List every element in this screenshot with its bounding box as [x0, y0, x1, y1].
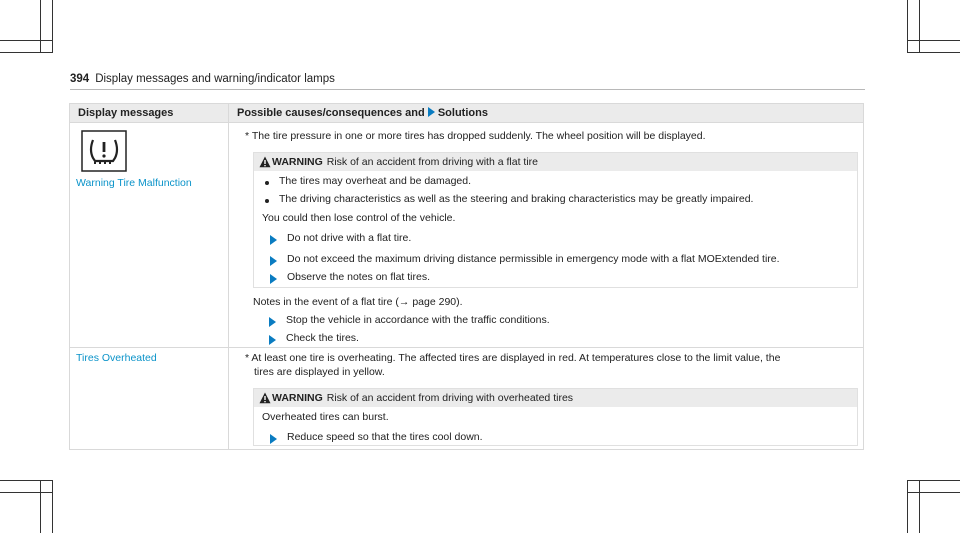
- warning-box-overheated: [253, 388, 858, 446]
- row-divider: [70, 347, 863, 348]
- blue-arrow-icon: [270, 256, 277, 266]
- warning-bullet-1: The tires may overheat and be damaged.: [279, 175, 472, 187]
- crop-mark: [907, 52, 960, 53]
- blue-arrow-icon: [270, 274, 277, 284]
- warning-step-2: Do not exceed the maximum driving distance permissible in emergency mode with a flat MOExtended tire.: [287, 253, 780, 265]
- column-header-messages: Display messages: [70, 104, 228, 122]
- crop-mark: [0, 52, 53, 53]
- row2-intro-1: * At least one tire is overheating. The affected tires are displayed in red. At temperatures close to the limit value, the: [245, 352, 781, 364]
- crop-mark: [907, 0, 908, 53]
- message-warning-tire-malfunction: Warning Tire Malfunction: [76, 177, 192, 189]
- crop-mark: [0, 492, 53, 493]
- warning-step-1: Reduce speed so that the tires cool down.: [287, 431, 483, 443]
- row1-notes: Notes in the event of a flat tire (→ page 290).: [253, 296, 463, 308]
- crop-mark: [907, 492, 960, 493]
- blue-arrow-icon: [269, 317, 276, 327]
- column-header-causes: Possible causes/consequences and Solutions: [229, 104, 863, 122]
- page-number: 394: [70, 73, 90, 85]
- crop-mark: [907, 480, 908, 533]
- page-header-title: Display messages and warning/indicator lamps: [95, 73, 335, 85]
- crop-mark: [919, 480, 920, 533]
- bullet: [265, 199, 269, 203]
- warning-text: Risk of an accident from driving with a flat tire: [326, 156, 539, 168]
- warning-bullet-2: The driving characteristics as well as the steering and braking characteristics may be greatly impaired.: [279, 193, 754, 205]
- warning-triangle-icon: [259, 156, 271, 168]
- crop-mark: [52, 0, 53, 53]
- warning-step-1: Do not drive with a flat tire.: [287, 232, 412, 244]
- warning-label: WARNING: [272, 392, 323, 404]
- crop-mark: [919, 0, 920, 53]
- row1-intro: * The tire pressure in one or more tires has dropped suddenly. The wheel position will be displayed.: [245, 130, 706, 142]
- row2-intro-2: tires are displayed in yellow.: [254, 366, 385, 378]
- blue-arrow-icon: [270, 434, 277, 444]
- crop-mark: [40, 0, 41, 53]
- messages-table: [69, 103, 864, 450]
- warning-text: Risk of an accident from driving with overheated tires: [326, 392, 574, 404]
- message-tires-overheated: Tires Overheated: [76, 352, 157, 364]
- header-row-divider: [70, 122, 863, 123]
- tire-pressure-warning-icon: [81, 130, 127, 172]
- row1-step-2: Check the tires.: [286, 332, 359, 344]
- column-divider: [228, 104, 229, 449]
- crop-mark: [40, 480, 41, 533]
- crop-mark: [0, 40, 53, 41]
- header-divider: [70, 89, 865, 90]
- page-header: [70, 73, 335, 85]
- bullet: [265, 181, 269, 185]
- blue-arrow-icon: [270, 235, 277, 245]
- crop-mark: [52, 480, 53, 533]
- crop-mark: [0, 480, 53, 481]
- warning-note: You could then lose control of the vehicle.: [262, 212, 456, 224]
- crop-mark: [907, 40, 960, 41]
- row1-step-1: Stop the vehicle in accordance with the traffic conditions.: [286, 314, 550, 326]
- blue-arrow-icon: [269, 335, 276, 345]
- warning-triangle-icon: [259, 392, 271, 404]
- warning-box-flat-tire: [253, 152, 858, 288]
- crop-mark: [907, 480, 960, 481]
- blue-arrow-icon: [428, 107, 435, 117]
- warning-note: Overheated tires can burst.: [262, 411, 389, 423]
- warning-step-3: Observe the notes on flat tires.: [287, 271, 430, 283]
- warning-label: WARNING: [272, 156, 323, 168]
